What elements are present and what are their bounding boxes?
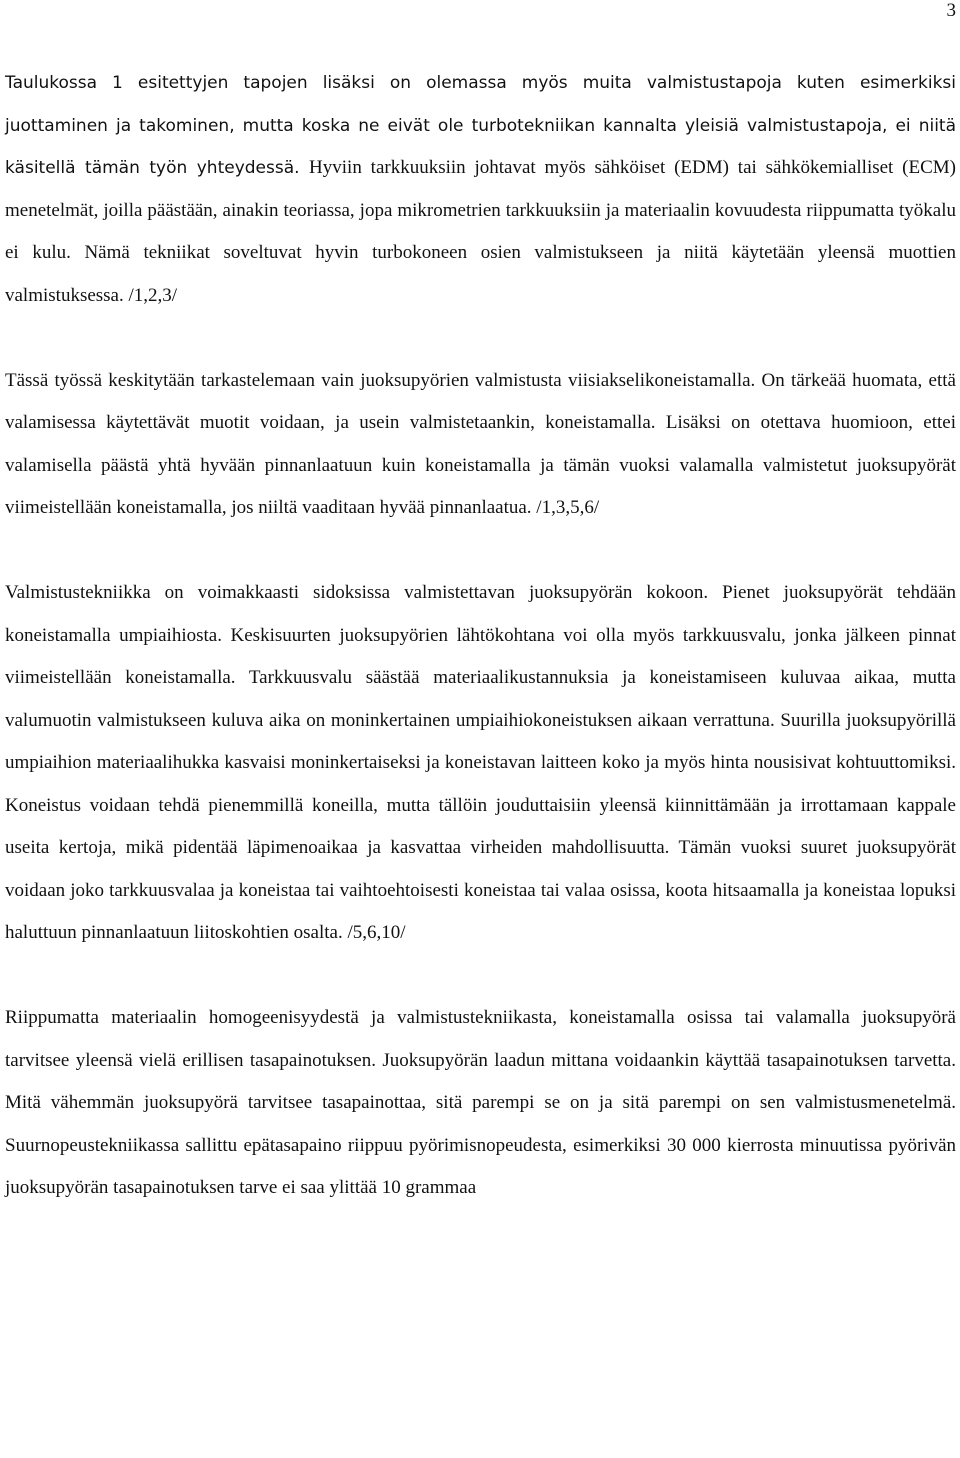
- page-number: 3: [946, 0, 956, 21]
- paragraph-3-text: Valmistustekniikka on voimakkaasti sidoksissa valmistettavan juoksupyörän kokoon. Pienet juoksupyörät tehdään koneistamalla umpiaihiosta. Keskisuurten juoksupyörien lähtökohtana voi olla myös tarkkuusvalu, jonka jälkeen pinnat viimeistellään koneistamalla. Tarkkuusvalu säästää materiaalikustannuksia ja koneistamiseen kuluvaa aikaa, mutta valumuotin valmistukseen kuluva aika on moninkertainen umpiaihiokoneistuksen aikaan verrattuna. Suurilla juoksupyörillä umpiaihion materiaalihukka kasvaisi moninkertaiseksi ja koneistavan laitteen koko ja myös hinta nousisivat kohtuuttomiksi. Koneistus voidaan tehdä pienemmillä koneilla, mutta tällöin jouduttaisiin yleensä kiinnittämään ja irrottamaan kappale useita kertoja, mikä pidentää läpimenoaikaa ja kasvattaa virheiden mahdollisuutta. Tämän vuoksi suuret juoksupyörät voidaan joko tarkkuusvalaa ja koneistaa tai vaihtoehtoisesti koneistaa tai valaa osissa, koota hitsaamalla ja koneistaa lopuksi haluttuun pinnanlaatuun liitoskohtien osalta. /5,6,10/: [5, 582, 956, 943]
- paragraph-gap: [5, 530, 956, 573]
- paragraph-2-text: Tässä työssä keskitytään tarkastelemaan vain juoksupyörien valmistusta viisiakselikoneistamalla. On tärkeää huomata, että valamisessa käytettävät muotit voidaan, ja usein valmistetaankin, koneistamalla. Lisäksi on otettava huomioon, ettei valamisella päästä yhtä hyvään pinnanlaatuun kuin koneistamalla ja tämän vuoksi valamalla valmistetut juoksupyörät viimeistellään koneistamalla, jos niiltä vaaditaan hyvää pinnanlaatua. /1,3,5,6/: [5, 369, 956, 518]
- paragraph-4: [5, 997, 956, 1210]
- paragraph-gap: [5, 955, 956, 998]
- paragraph-3: [5, 572, 956, 955]
- paragraph-1-sans-run: Taulukossa 1 esitettyjen tapojen lisäksi on olemassa myös muita valmistustapoja kuten esimerkiksi juottaminen ja takominen, mutta koska ne eivät ole turbotekniikan kannalta yleisiä valmistustapoja, ei niitä käsitellä tämän työn yhteydessä.: [5, 73, 956, 178]
- paragraph-2: [5, 360, 956, 530]
- document-body: [5, 62, 956, 1210]
- paragraph-gap: [5, 317, 956, 360]
- paragraph-1-serif-run: Hyviin tarkkuuksiin johtavat myös sähköiset (EDM) tai sähkökemialliset (ECM) menetelmät, joilla päästään, ainakin teoriassa, jopa mikrometrien tarkkuuksiin ja materiaalin kovuudesta riippumatta työkalu ei kulu. Nämä tekniikat soveltuvat hyvin turbokoneen osien valmistukseen ja niitä käytetään yleensä muottien valmistuksessa. /1,2,3/: [5, 157, 956, 306]
- paragraph-1: [5, 62, 956, 317]
- paragraph-4-text: Riippumatta materiaalin homogeenisyydestä ja valmistustekniikasta, koneistamalla osissa tai valamalla juoksupyörä tarvitsee yleensä vielä erillisen tasapainotuksen. Juoksupyörän laadun mittana voidaankin käyttää tasapainotuksen tarvetta. Mitä vähemmän juoksupyörä tarvitsee tasapainottaa, sitä parempi se on ja sitä parempi on sen valmistusmenetelmä. Suurnopeustekniikassa sallittu epätasapaino riippuu pyörimisnopeudesta, esimerkiksi 30 000 kierrosta minuutissa pyörivän juoksupyörän tasapainotuksen tarve ei saa ylittää 10 grammaa: [5, 1007, 956, 1198]
